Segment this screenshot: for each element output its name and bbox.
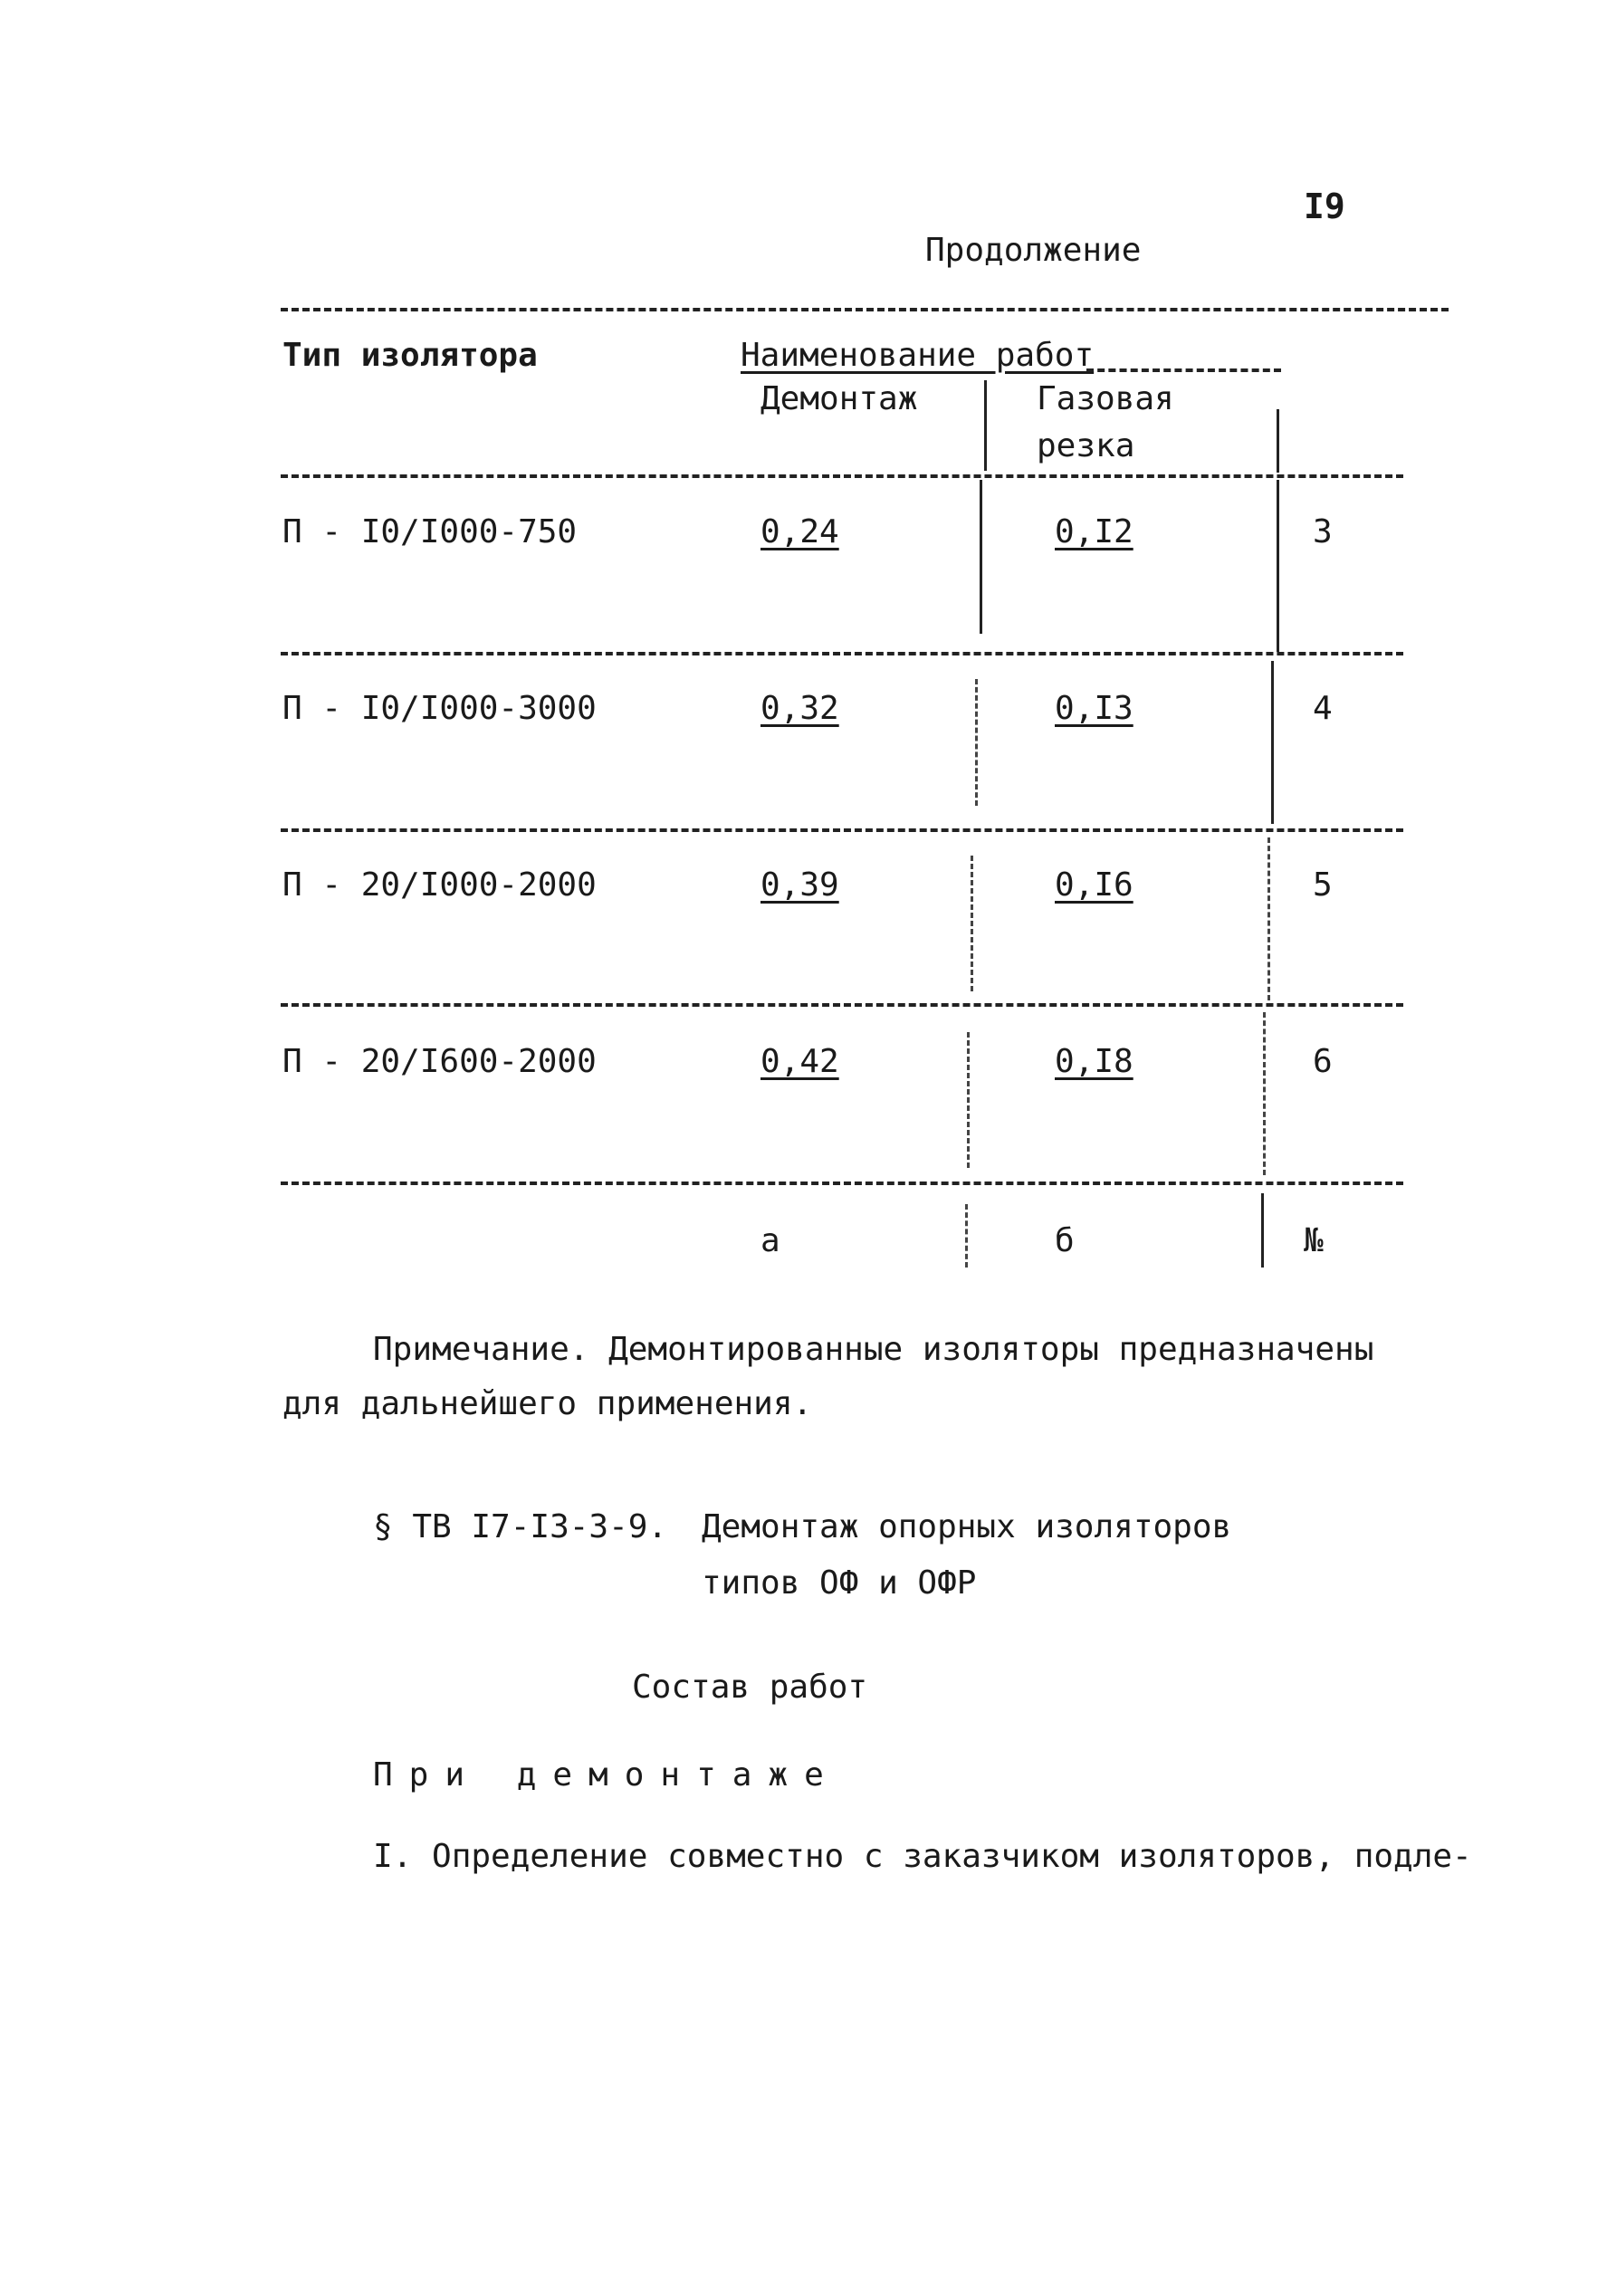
row-type: П - I0/I000-3000 [282,690,597,727]
row-dismantle: 0,39 [760,866,839,904]
col-sep-2-row3 [1267,837,1270,1000]
composition-heading: Состав работ [632,1669,868,1706]
col-sep-1-row2 [975,679,978,806]
footer-col-a: а [760,1222,780,1259]
row-rule-2 [281,828,1403,832]
page-number: I9 [1304,187,1345,226]
row-num: 4 [1313,690,1333,727]
row-rule-4 [281,1181,1403,1185]
row-gas: 0,I3 [1055,690,1134,727]
header-bottom-rule [281,474,1403,478]
row-rule-3 [281,1003,1403,1007]
col-sep-1-footer [965,1204,968,1268]
section-title-line-2: типов ОФ и ОФР [702,1564,977,1602]
header-gas-line1: Газовая [1037,380,1174,417]
section-code: § ТВ I7-I3-3-9. [373,1508,668,1545]
col-sep-2-header [1277,409,1279,473]
header-works-label: Наименование работ [741,337,1095,374]
col-sep-1-row3 [971,856,973,991]
row-num: 5 [1313,866,1333,904]
header-gas-line2: резка [1037,427,1135,464]
col-sep-1-row4 [967,1032,970,1168]
section-title-line-1: Демонтаж опорных изоляторов [702,1508,1232,1545]
note-line-1: Примечание. Демонтированные изоляторы предназначены [373,1331,1374,1368]
col-sep-2-row1 [1277,480,1279,652]
row-num: 3 [1313,513,1333,550]
row-dismantle: 0,24 [760,513,839,550]
col-sep-2-footer [1261,1193,1264,1268]
row-gas: 0,I8 [1055,1043,1134,1080]
composition-subheading: При демонтаже [373,1756,840,1794]
row-gas: 0,I2 [1055,513,1134,550]
row-num: 6 [1313,1043,1333,1080]
row-type: П - I0/I000-750 [282,513,578,550]
header-type-label: Тип изолятора [282,337,538,374]
footer-col-b: б [1055,1222,1075,1259]
composition-item-1: I. Определение совместно с заказчиком изоляторов, подле- [373,1838,1472,1875]
col-sep-2-row2 [1271,661,1274,824]
row-rule-1 [281,652,1403,655]
header-dismantle: Демонтаж [760,380,918,417]
table-top-rule [281,308,1449,311]
continuation-label: Продолжение [925,232,1142,269]
note-line-2: для дальнейшего применения. [282,1385,813,1422]
row-type: П - 20/I600-2000 [282,1043,597,1080]
row-type: П - 20/I000-2000 [282,866,597,904]
row-gas: 0,I6 [1055,866,1134,904]
row-dismantle: 0,42 [760,1043,839,1080]
footer-col-n: № [1304,1222,1324,1259]
col-sep-2-row4 [1263,1012,1266,1175]
header-works-rule [1086,368,1281,372]
col-sep-1-header [984,380,987,471]
col-sep-1-row1 [980,480,982,634]
row-dismantle: 0,32 [760,690,839,727]
